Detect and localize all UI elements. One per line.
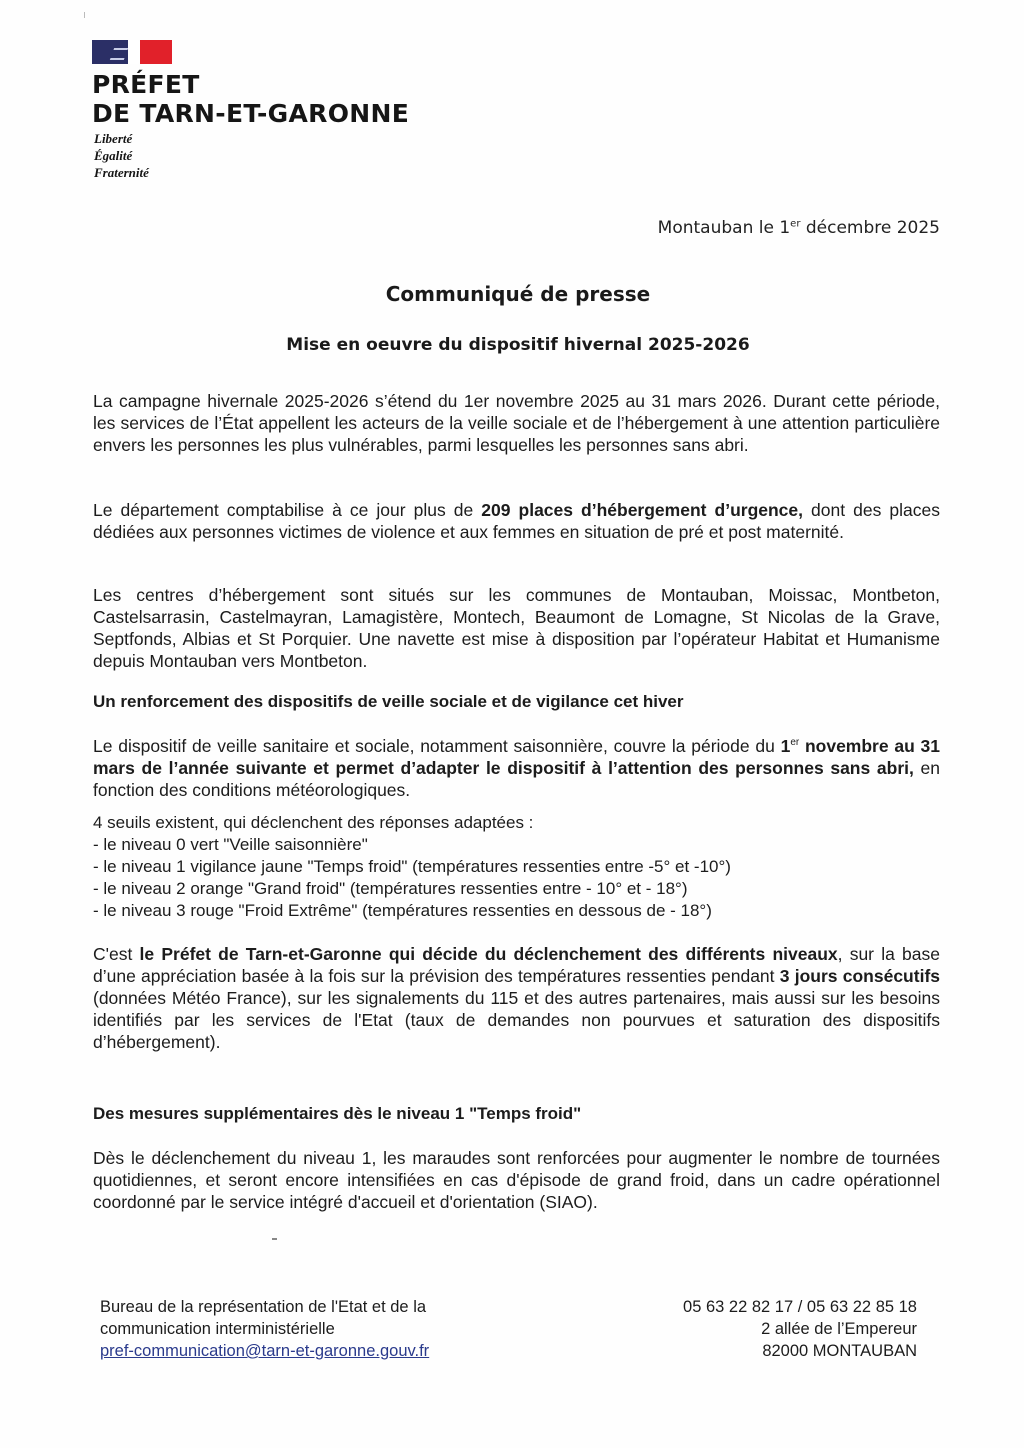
- paragraph-maraudes: Dès le déclenchement du niveau 1, les maraudes sont renforcées pour augmenter le nombre de tournées quotidiennes, et seront encore intensifiées en cas d'épisode de grand froid, dans un cadre opérationnel coordonné par le service intégré d'accueil et d'orientation (SIAO).: [93, 1148, 940, 1212]
- republic-motto: [94, 130, 149, 181]
- level-1-item: - le niveau 1 vigilance jaune "Temps froid" (températures ressenties entre -5° et -10°): [93, 857, 731, 876]
- scan-artifact: [84, 12, 85, 18]
- footer-bureau-line-1: Bureau de la représentation de l'Etat et de la: [100, 1298, 427, 1316]
- scan-artifact: [272, 1238, 277, 1240]
- footer-email-link[interactable]: pref-communication@tarn-et-garonne.gouv.fr: [100, 1342, 430, 1360]
- prefet-line-1: PRÉFET: [92, 70, 200, 99]
- p4-bold-2: novembre au 31 mars de l’année suivante et permet d’adapter le dispositif à l’attention des personnes sans abri,: [93, 736, 940, 778]
- p4-text: Le dispositif de veille sanitaire et sociale, notamment saisonnière, couvre la période du: [93, 736, 781, 756]
- p2-text: Le département comptabilise à ce jour plus de: [93, 500, 482, 520]
- paragraph-campaign: La campagne hivernale 2025-2026 s’étend du 1er novembre 2025 au 31 mars 2026. Durant cette période, les services de l’État appellent les acteurs de la veille sociale et de l’hébergement à une attention particulière envers les personnes les plus vulnérables, parmi lesquelles les personnes sans abri.: [93, 391, 940, 455]
- footer-phones: 05 63 22 82 17 / 05 63 22 85 18: [683, 1298, 917, 1316]
- paragraph-centres: Les centres d’hébergement sont situés sur les communes de Montauban, Moissac, Montbeton, Castelsarrasin, Castelmayran, Lamagistère, Montech, Beaumont de Lomagne, St Nicolas de la Grave, Septfonds, Albias et St Porquier. Une navette est mise à disposition par l’opérateur Habitat et Humanisme depuis Montauban vers Montbeton.: [93, 585, 940, 671]
- level-2-item: - le niveau 2 orange "Grand froid" (températures ressenties entre - 10° et - 18°): [93, 879, 688, 898]
- prefet-line-2: DE TARN-ET-GARONNE: [92, 99, 410, 128]
- footer-bureau-line-2: communication interministérielle: [100, 1320, 335, 1338]
- p5-bold-1: le Préfet de Tarn-et-Garonne qui décide du déclenchement des différents niveaux: [139, 944, 838, 964]
- section-heading-mesures: Des mesures supplémentaires dès le niveau 1 "Temps froid": [93, 1104, 582, 1123]
- levels-list: [93, 812, 940, 922]
- p4-text-after: en fonction des conditions météorologiques.: [93, 758, 941, 800]
- section-heading-renforcement: Un renforcement des dispositifs de veille sociale et de vigilance cet hiver: [93, 692, 684, 711]
- prefecture-name: [92, 70, 409, 128]
- p5-text-after: (données Météo France), sur les signalements du 115 et des autres partenaires, mais aussi sur les besoins identifiés par les services de l'Etat (taux de demandes non pourvues et saturation des dispositifs d’hébergement).: [93, 988, 940, 1052]
- p2-bold: 209 places d’hébergement d’urgence,: [481, 500, 804, 520]
- paragraph-places: [93, 499, 940, 543]
- levels-intro: 4 seuils existent, qui déclenchent des réponses adaptées :: [93, 813, 534, 832]
- date-line: [658, 218, 940, 238]
- motto-liberte: Liberté: [94, 131, 133, 146]
- level-0-item: - le niveau 0 vert "Veille saisonnière": [93, 835, 368, 854]
- footer-address-line-1: 2 allée de l’Empereur: [761, 1320, 917, 1338]
- footer-contact-address: [683, 1296, 917, 1362]
- p2-text-after: dont des places dédiées aux personnes victimes de violence et aux femmes en situation de pré et post maternité.: [93, 500, 940, 542]
- footer-address-line-2: 82000 MONTAUBAN: [762, 1342, 917, 1360]
- paragraph-veille: [93, 735, 940, 801]
- p5-text: C'est: [93, 944, 140, 964]
- date-prefix: Montauban le 1: [657, 218, 791, 238]
- p4-bold-1: 1: [780, 736, 791, 756]
- p5-bold-2: 3 jours consécutifs: [779, 966, 940, 986]
- document-subtitle: Mise en oeuvre du dispositif hivernal 2025-2026: [286, 335, 750, 355]
- p5-text-mid: , sur la base d’une appréciation basée à la fois sur la prévision des températures ressenties pendant: [93, 944, 941, 986]
- level-3-item: - le niveau 3 rouge "Froid Extrême" (températures ressenties en dessous de - 18°): [93, 901, 712, 920]
- paragraph-prefet-decision: [93, 943, 940, 1053]
- document-title: Communiqué de presse: [385, 282, 651, 306]
- footer-contact-bureau: [100, 1296, 429, 1362]
- motto-egalite: Égalité: [94, 148, 133, 163]
- p4-ordinal: er: [790, 737, 800, 749]
- date-suffix: décembre 2025: [800, 218, 940, 238]
- motto-fraternite: Fraternité: [94, 165, 149, 180]
- date-ordinal: er: [790, 218, 801, 230]
